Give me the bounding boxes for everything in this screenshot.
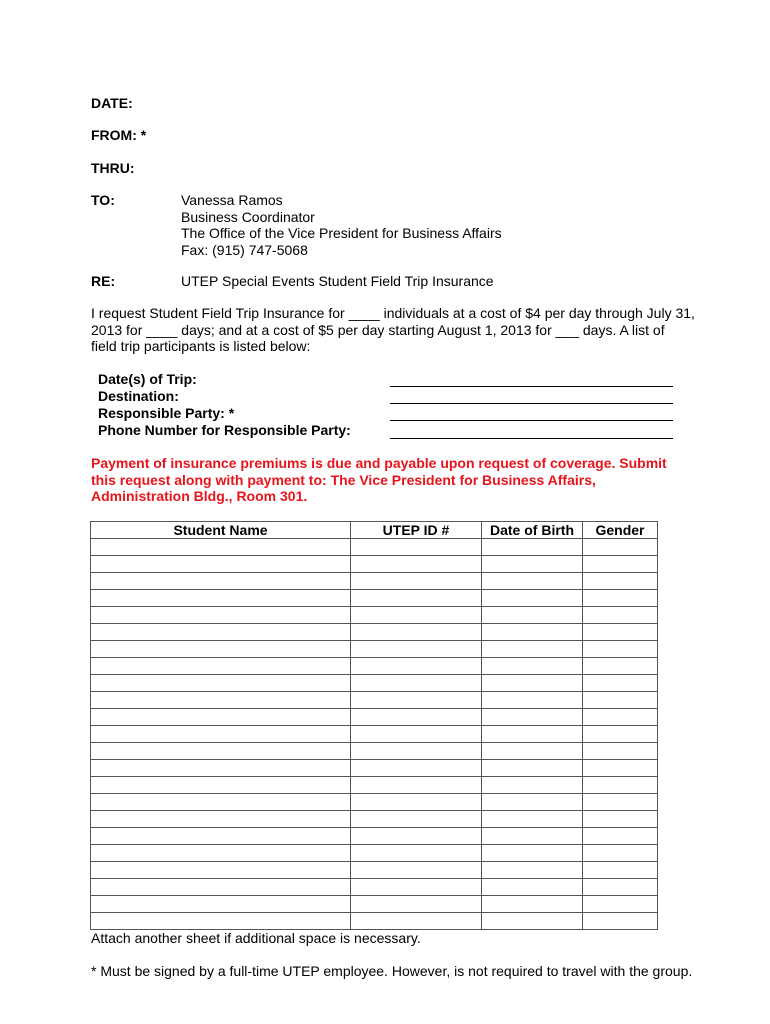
table-row	[91, 743, 658, 760]
gender-cell[interactable]	[583, 845, 658, 862]
student-name-cell[interactable]	[91, 862, 351, 879]
date-of-birth-cell[interactable]	[482, 658, 583, 675]
student-name-cell[interactable]	[91, 743, 351, 760]
from-label: FROM: *	[91, 127, 147, 143]
date-of-birth-cell[interactable]	[482, 879, 583, 896]
utep-id-cell[interactable]	[351, 692, 482, 709]
gender-cell[interactable]	[583, 794, 658, 811]
utep-id-cell[interactable]	[351, 556, 482, 573]
request-paragraph	[91, 305, 701, 355]
utep-id-cell[interactable]	[351, 726, 482, 743]
student-name-cell[interactable]	[91, 573, 351, 590]
gender-cell[interactable]	[583, 862, 658, 879]
student-name-cell[interactable]	[91, 641, 351, 658]
table-row	[91, 777, 658, 794]
student-name-cell[interactable]	[91, 777, 351, 794]
gender-cell[interactable]	[583, 726, 658, 743]
student-name-cell[interactable]	[91, 539, 351, 556]
date-of-birth-cell[interactable]	[482, 692, 583, 709]
date-of-birth-cell[interactable]	[482, 573, 583, 590]
request-line-1: I request Student Field Trip Insurance for ____ individuals at a cost of $4 per day through July 31,	[91, 305, 695, 321]
student-name-cell[interactable]	[91, 675, 351, 692]
student-name-cell[interactable]	[91, 692, 351, 709]
gender-cell[interactable]	[583, 573, 658, 590]
utep-id-cell[interactable]	[351, 675, 482, 692]
date-of-birth-cell[interactable]	[482, 726, 583, 743]
notice-line-2: this request along with payment to: The Vice President for Business Affairs,	[91, 471, 596, 488]
responsible-party-label: Responsible Party: *	[98, 405, 235, 421]
gender-cell[interactable]	[583, 675, 658, 692]
student-name-cell[interactable]	[91, 845, 351, 862]
request-line-2: 2013 for ____ days; and at a cost of $5 per day starting August 1, 2013 for ___ days. A list of	[91, 321, 665, 338]
utep-id-cell[interactable]	[351, 896, 482, 913]
utep-id-cell[interactable]	[351, 862, 482, 879]
table-row	[91, 573, 658, 590]
table-row	[91, 845, 658, 862]
trip-dates-label: Date(s) of Trip:	[98, 371, 197, 387]
gender-cell[interactable]	[583, 539, 658, 556]
date-of-birth-cell[interactable]	[482, 641, 583, 658]
gender-cell[interactable]	[583, 879, 658, 896]
to-address-block	[181, 192, 502, 258]
date-of-birth-cell[interactable]	[482, 590, 583, 607]
gender-cell[interactable]	[583, 743, 658, 760]
table-row	[91, 760, 658, 777]
utep-id-cell[interactable]	[351, 794, 482, 811]
table-row	[91, 896, 658, 913]
column-header-gender: Gender	[583, 522, 658, 539]
student-name-cell[interactable]	[91, 879, 351, 896]
student-name-cell[interactable]	[91, 726, 351, 743]
utep-id-cell[interactable]	[351, 828, 482, 845]
column-header-utep-id: UTEP ID #	[351, 522, 482, 539]
gender-cell[interactable]	[583, 896, 658, 913]
gender-cell[interactable]	[583, 624, 658, 641]
re-label: RE:	[91, 273, 116, 289]
table-row	[91, 862, 658, 879]
utep-id-cell[interactable]	[351, 607, 482, 624]
table-row	[91, 556, 658, 573]
date-of-birth-cell[interactable]	[482, 845, 583, 862]
student-name-cell[interactable]	[91, 607, 351, 624]
utep-id-cell[interactable]	[351, 539, 482, 556]
table-row	[91, 811, 658, 828]
utep-id-cell[interactable]	[351, 879, 482, 896]
table-row	[91, 641, 658, 658]
date-of-birth-cell[interactable]	[482, 675, 583, 692]
date-of-birth-cell[interactable]	[482, 862, 583, 879]
utep-id-cell[interactable]	[351, 777, 482, 794]
utep-id-cell[interactable]	[351, 845, 482, 862]
table-body	[91, 539, 658, 930]
table-row	[91, 539, 658, 556]
utep-id-cell[interactable]	[351, 624, 482, 641]
gender-cell[interactable]	[583, 556, 658, 573]
table-row	[91, 692, 658, 709]
to-office: The Office of the Vice President for Business Affairs	[181, 225, 502, 241]
column-header-date-of-birth: Date of Birth	[482, 522, 583, 539]
utep-id-cell[interactable]	[351, 709, 482, 726]
phone-number-field[interactable]	[390, 438, 673, 439]
utep-id-cell[interactable]	[351, 590, 482, 607]
table-row	[91, 709, 658, 726]
gender-cell[interactable]	[583, 658, 658, 675]
date-of-birth-cell[interactable]	[482, 539, 583, 556]
table-row	[91, 879, 658, 896]
signature-note: * Must be signed by a full-time UTEP employee. However, is not required to travel with the group.	[91, 963, 693, 979]
attach-note: Attach another sheet if additional space is necessary.	[91, 930, 421, 946]
destination-label: Destination:	[98, 388, 179, 404]
utep-id-cell[interactable]	[351, 913, 482, 930]
to-fax: Fax: (915) 747-5068	[181, 241, 308, 258]
utep-id-cell[interactable]	[351, 641, 482, 658]
utep-id-cell[interactable]	[351, 760, 482, 777]
request-line-3: field trip participants is listed below:	[91, 338, 311, 354]
gender-cell[interactable]	[583, 692, 658, 709]
date-of-birth-cell[interactable]	[482, 556, 583, 573]
table-row	[91, 607, 658, 624]
table-row	[91, 913, 658, 930]
date-of-birth-cell[interactable]	[482, 743, 583, 760]
table-row	[91, 658, 658, 675]
table-row	[91, 726, 658, 743]
phone-number-label: Phone Number for Responsible Party:	[98, 422, 351, 438]
gender-cell[interactable]	[583, 607, 658, 624]
gender-cell[interactable]	[583, 828, 658, 845]
payment-notice	[91, 455, 667, 505]
table-row	[91, 590, 658, 607]
date-of-birth-cell[interactable]	[482, 709, 583, 726]
table-row	[91, 624, 658, 641]
date-of-birth-cell[interactable]	[482, 607, 583, 624]
utep-id-cell[interactable]	[351, 658, 482, 675]
student-name-cell[interactable]	[91, 828, 351, 845]
student-name-cell[interactable]	[91, 658, 351, 675]
gender-cell[interactable]	[583, 777, 658, 794]
student-name-cell[interactable]	[91, 709, 351, 726]
to-label: TO:	[91, 192, 115, 208]
gender-cell[interactable]	[583, 760, 658, 777]
gender-cell[interactable]	[583, 811, 658, 828]
date-of-birth-cell[interactable]	[482, 794, 583, 811]
to-name: Vanessa Ramos	[181, 192, 283, 208]
responsible-party-field[interactable]	[390, 420, 673, 421]
table-row	[91, 828, 658, 845]
utep-id-cell[interactable]	[351, 573, 482, 590]
date-of-birth-cell[interactable]	[482, 624, 583, 641]
date-of-birth-cell[interactable]	[482, 896, 583, 913]
student-name-cell[interactable]	[91, 590, 351, 607]
gender-cell[interactable]	[583, 709, 658, 726]
student-name-cell[interactable]	[91, 556, 351, 573]
date-of-birth-cell[interactable]	[482, 828, 583, 845]
participant-table	[90, 521, 658, 930]
date-of-birth-cell[interactable]	[482, 913, 583, 930]
student-name-cell[interactable]	[91, 811, 351, 828]
thru-label: THRU:	[91, 160, 135, 176]
table-row	[91, 794, 658, 811]
date-label: DATE:	[91, 95, 133, 111]
gender-cell[interactable]	[583, 590, 658, 607]
student-name-cell[interactable]	[91, 624, 351, 641]
table-header-row	[91, 522, 658, 539]
re-subject: UTEP Special Events Student Field Trip Insurance	[181, 273, 494, 289]
to-title: Business Coordinator	[181, 208, 315, 225]
utep-id-cell[interactable]	[351, 743, 482, 760]
date-of-birth-cell[interactable]	[482, 777, 583, 794]
student-name-cell[interactable]	[91, 760, 351, 777]
notice-line-1: Payment of insurance premiums is due and payable upon request of coverage. Submit	[91, 455, 667, 471]
student-name-cell[interactable]	[91, 896, 351, 913]
column-header-student-name: Student Name	[91, 522, 351, 539]
destination-field[interactable]	[390, 403, 673, 404]
utep-id-cell[interactable]	[351, 811, 482, 828]
gender-cell[interactable]	[583, 641, 658, 658]
notice-line-3: Administration Bldg., Room 301.	[91, 488, 308, 504]
trip-dates-field[interactable]	[390, 386, 673, 387]
student-name-cell[interactable]	[91, 913, 351, 930]
date-of-birth-cell[interactable]	[482, 811, 583, 828]
student-name-cell[interactable]	[91, 794, 351, 811]
gender-cell[interactable]	[583, 913, 658, 930]
date-of-birth-cell[interactable]	[482, 760, 583, 777]
table-row	[91, 675, 658, 692]
